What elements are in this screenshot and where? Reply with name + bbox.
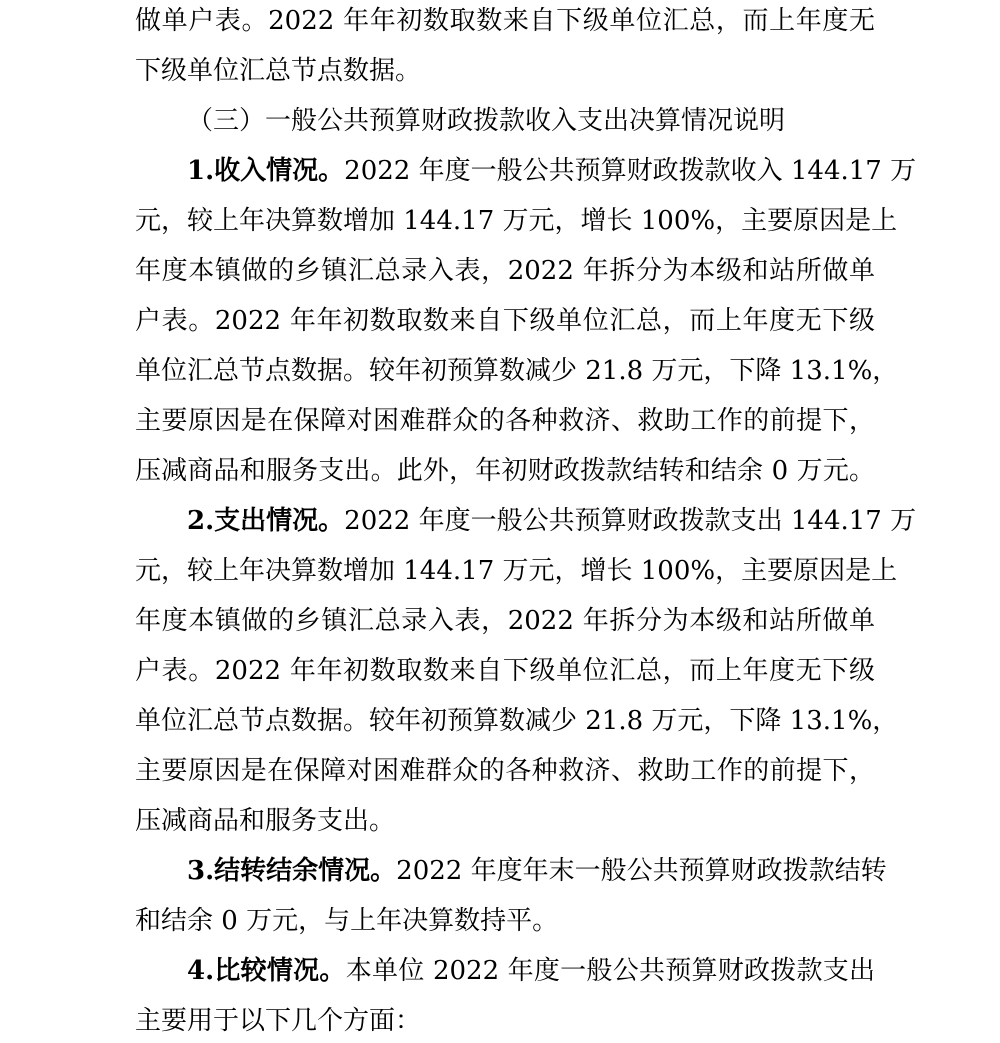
item-lead: 4.比较情况。 [187, 956, 346, 986]
paragraph-line: 主要原因是在保障对困难群众的各种救济、救助工作的前提下， [135, 406, 875, 436]
item-first-line [187, 954, 875, 988]
paragraph-line: 元，较上年决算数增加 144.17 万元，增长 100%，主要原因是上 [135, 206, 898, 236]
section-heading: （三）一般公共预算财政拨款收入支出决算情况说明 [187, 106, 786, 136]
paragraph-line: 单位汇总节点数据。较年初预算数减少 21.8 万元，下降 13.1%， [135, 706, 899, 736]
item-lead: 2.支出情况。 [187, 506, 345, 536]
paragraph-line: 元，较上年决算数增加 144.17 万元，增长 100%，主要原因是上 [135, 556, 898, 586]
paragraph-line: 单位汇总节点数据。较年初预算数减少 21.8 万元，下降 13.1%， [135, 356, 899, 386]
item-lead: 1.收入情况。 [187, 156, 345, 186]
paragraph-line: 压减商品和服务支出。 [135, 806, 396, 836]
paragraph-line: 年度本镇做的乡镇汇总录入表，2022 年拆分为本级和站所做单 [135, 606, 875, 636]
paragraph-line: 和结余 0 万元，与上年决算数持平。 [135, 906, 559, 936]
item-text: 2022 年度一般公共预算财政拨款支出 144.17 万 [344, 506, 917, 536]
item-lead: 3.结转结余情况。 [187, 856, 397, 886]
paragraph-line: 户表。2022 年年初数取数来自下级单位汇总，而上年度无下级 [135, 656, 875, 686]
paragraph-line: 压减商品和服务支出。此外，年初财政拨款结转和结余 0 万元。 [135, 456, 875, 486]
paragraph-line: 下级单位汇总节点数据。 [135, 56, 422, 86]
paragraph-line: 主要原因是在保障对困难群众的各种救济、救助工作的前提下， [135, 756, 875, 786]
item-text: 2022 年度一般公共预算财政拨款收入 144.17 万 [344, 156, 917, 186]
paragraph-line: 主要用于以下几个方面： [135, 1006, 422, 1036]
paragraph-line: 户表。2022 年年初数取数来自下级单位汇总，而上年度无下级 [135, 306, 875, 336]
paragraph-line: 年度本镇做的乡镇汇总录入表，2022 年拆分为本级和站所做单 [135, 256, 875, 286]
item-first-line [187, 154, 917, 188]
item-text: 2022 年度年末一般公共预算财政拨款结转 [396, 856, 887, 886]
item-first-line [187, 504, 917, 538]
item-text: 本单位 2022 年度一般公共预算财政拨款支出 [345, 956, 875, 986]
item-first-line [187, 854, 887, 888]
paragraph-line: 做单户表。2022 年年初数取数来自下级单位汇总，而上年度无 [135, 6, 875, 36]
